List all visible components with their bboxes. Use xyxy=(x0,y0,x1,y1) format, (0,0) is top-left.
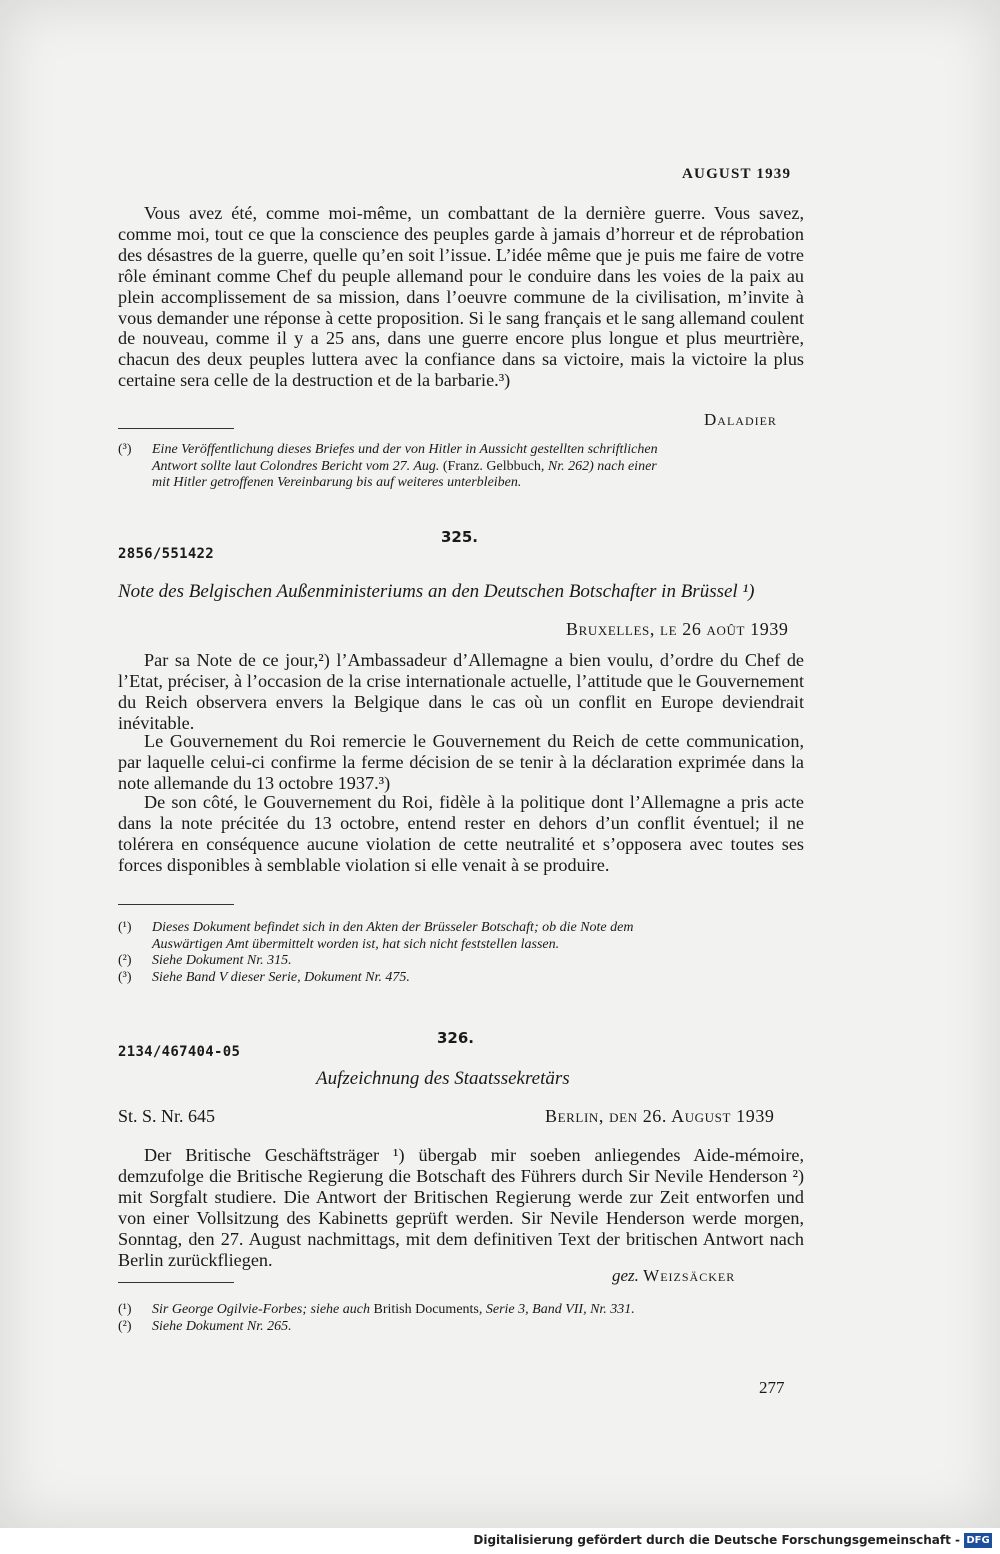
footnote-text: Siehe Dokument Nr. 265. xyxy=(152,1318,292,1334)
body-paragraph: De son côté, le Gouvernement du Roi, fidèle à la politique dont l’Allemagne a pris acte dans la note précitée du 13 octobre, entend rester en dehors d’un conflit éventuel; il ne tolérera en conséquence aucune violation de cette neutralité et s’opposera avec toutes ses forces disponibles à semblable violation si elle venait à se produire. xyxy=(118,792,804,875)
footnote-line xyxy=(118,920,808,937)
footnote-text: Sir George Ogilvie-Forbes; siehe auch xyxy=(152,1302,374,1317)
footnote-text: Siehe Dokument Nr. 315. xyxy=(152,953,292,968)
footnote-number: (¹) xyxy=(118,920,132,935)
signature-rule xyxy=(118,1282,234,1283)
footnote-line xyxy=(118,1319,808,1336)
footnote-text: Auswärtigen Amt übermittelt worden ist, hat sich nicht feststellen lassen. xyxy=(152,936,560,952)
footnote-line xyxy=(118,459,808,476)
footnote-text: Eine Veröffentlichung dieses Briefes und der von Hitler in Aussicht gestellten schriftlichen xyxy=(152,442,658,457)
footer-bar xyxy=(0,1528,1000,1554)
signature-name: Weizsäcker xyxy=(643,1266,736,1285)
signature-prefix: gez. xyxy=(612,1266,644,1285)
footnote-text: Siehe Band V dieser Serie, Dokument Nr. 475. xyxy=(152,969,410,985)
letter-paragraph: Vous avez été, comme moi-même, un combattant de la dernière guerre. Vous savez, comme moi, tout ce que la conscience des peuples garde à jamais d’horreur et de réprobation des désastres de la guerre, quelle qu’en soit l’issue. L’idée même que je puis me faire de votre rôle éminant comme Chef du peuple allemand pour le conduire dans les voies de la paix au plein accomplissement de sa mission, dans l’oeuvre commune de la civilisation, m’invite à vous demander une réponse à cette proposition. Si le sang français et le sang allemand coulent de nouveau, comme il y a 25 ans, dans une guerre encore plus longue et plus meurtrière, chacun des deux peuples luttera avec la confiance dans sa victoire, mais la victoire la plus certaine sera celle de la destruction et de la barbarie.³) xyxy=(118,203,804,391)
footnote-line xyxy=(118,953,808,970)
archive-number: 2856/551422 xyxy=(118,546,215,562)
signature-rule xyxy=(118,428,234,429)
dateline: Bruxelles, le 26 août 1939 xyxy=(566,619,789,639)
footnote-line xyxy=(118,970,808,987)
document-title: Note des Belgischen Außenministeriums an den Deutschen Botschafter in Brüssel ¹) xyxy=(118,581,755,602)
dateline: Berlin, den 26. August 1939 xyxy=(545,1106,775,1126)
footnote-line xyxy=(118,475,808,492)
footnote-line xyxy=(118,1302,808,1319)
footnote-number: (¹) xyxy=(118,1302,132,1317)
footnote-source: British Documents xyxy=(373,1302,479,1317)
footnotes-326 xyxy=(118,1302,808,1335)
footnote-text: Nr. 262) nach einer xyxy=(547,458,657,474)
footnote-rule xyxy=(118,904,234,905)
document-title: Aufzeichnung des Staatssekretärs xyxy=(316,1068,570,1089)
footnotes-325 xyxy=(118,920,808,986)
body-paragraph: Der Britische Geschäftsträger ¹) übergab mir soeben anliegendes Aide-mémoire, demzufolge die Britische Regierung die Botschaft des Führers durch Sir Nevile Henderson ²) mit Sorgfalt studiere. Die Antwort der Britischen Regierung werde zur Zeit entworfen und von einer Vollsitzung des Kabinetts geprüft werden. Sir Nevile Henderson werde morgen, Sonntag, den 27. August nachmittags, mit dem definitiven Text der britischen Antwort nach Berlin zurückfliegen. xyxy=(118,1145,804,1270)
reference-number: St. S. Nr. 645 xyxy=(118,1106,216,1126)
footnote-text: mit Hitler getroffenen Vereinbarung bis auf weiteres unterbleiben. xyxy=(152,475,522,490)
document-number: 325. xyxy=(441,528,479,546)
running-head: AUGUST 1939 xyxy=(682,166,792,182)
footer-credit: Digitalisierung gefördert durch die Deutsche Forschungsgemeinschaft - xyxy=(473,1533,960,1547)
body-paragraph: Par sa Note de ce jour,²) l’Ambassadeur d’Allemagne a bien voulu, d’ordre du Chef de l’Etat, préciser, à l’occasion de la crise internationale actuelle, l’attitude que le Gouvernement du Reich observera envers la Belgique dans le cas où un conflit en Europe deviendrait inévitable. xyxy=(118,650,804,733)
footnote-line xyxy=(118,937,808,954)
footnote-text: Dieses Dokument befindet sich in den Akten der Brüsseler Botschaft; ob die Note dem xyxy=(152,920,634,935)
letter-signature: Daladier xyxy=(704,410,777,429)
archive-number: 2134/467404-05 xyxy=(118,1044,241,1060)
document-number: 326. xyxy=(437,1029,475,1047)
letter-footnote xyxy=(118,442,808,492)
footnote-number: (²) xyxy=(118,1318,132,1334)
footnote-text: , Serie 3, Band VII, Nr. 331. xyxy=(478,1302,635,1317)
signature xyxy=(612,1266,735,1286)
footnote-number: (³) xyxy=(118,969,132,985)
footnote-line xyxy=(118,442,808,459)
dfg-logo: DFG xyxy=(964,1533,992,1548)
page-number: 277 xyxy=(759,1378,785,1397)
footnote-number: (²) xyxy=(118,953,132,968)
footnote-number: (³) xyxy=(118,442,132,457)
footnote-text: Antwort sollte laut Colondres Bericht vom 27. Aug. xyxy=(152,458,443,474)
footnote-source: (Franz. Gelbbuch, xyxy=(442,458,548,474)
body-paragraph: Le Gouvernement du Roi remercie le Gouvernement du Reich de cette communication, par laquelle celui-ci confirme la ferme décision de se tenir à la déclaration exprimée dans la note allemande du 13 octobre 1937.³) xyxy=(118,731,804,793)
